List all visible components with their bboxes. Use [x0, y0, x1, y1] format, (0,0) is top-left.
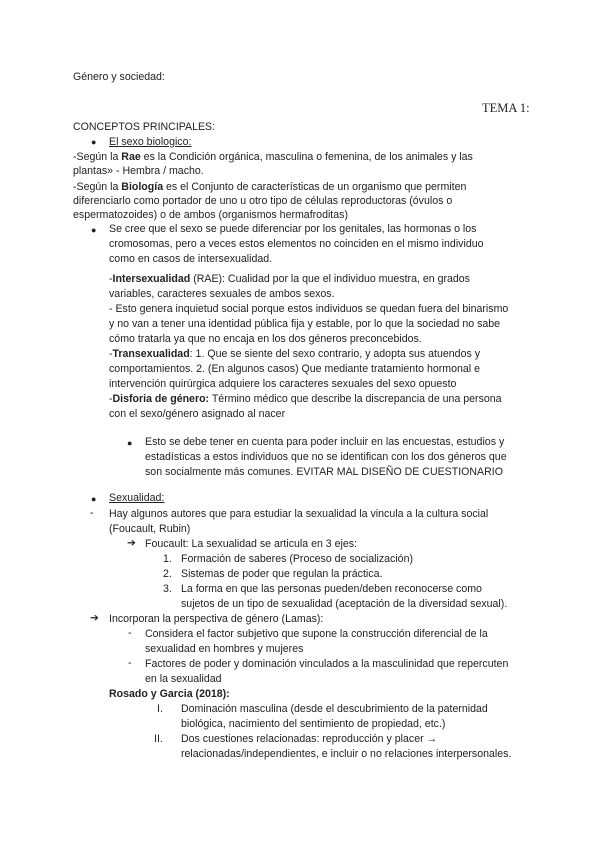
encuestas-text: estadísticas a estos individuos que no se identifican con los dos géneros que [145, 451, 507, 463]
transexualidad-definition-cont: intervención quirúrgica adquiere los caracteres sexuales del sexo opuesto [109, 378, 457, 390]
lamas-item-cont: en la sexualidad [145, 673, 222, 685]
rae-definition: -Según la Rae es la Condición orgánica, masculina o femenina, de los animales y las [73, 151, 473, 163]
rosado-item-cont: biológica, nacimiento del sentimiento de propiedad, etc.) [181, 718, 446, 730]
inquietud-text: cómo tratarla ya que no encaja en los dos géneros preconcebidos. [109, 333, 422, 345]
arrow-icon: ➔ [127, 537, 136, 549]
bullet-icon: ● [91, 494, 97, 504]
topic-label: TEMA 1: [482, 101, 530, 115]
encuestas-text: son socialmente más comunes. EVITAR MAL DISEÑO DE CUESTIONARIO [145, 466, 503, 478]
encuestas-text: Esto se debe tener en cuenta para poder incluir en las encuestas, estudios y [145, 436, 505, 448]
intersexualidad-definition: -Intersexualidad (RAE): Cualidad por la que el individuo muestra, en grados [109, 273, 470, 285]
list-number: 2. [163, 568, 172, 580]
rae-definition-cont: plantas» - Hembra / macho. [73, 165, 204, 177]
inquietud-text: - Esto genera inquietud social porque estos individuos se quedan fuera del binarismo [109, 303, 509, 315]
lamas-item-cont: sexualidad en hombres y mujeres [145, 643, 304, 655]
foucault-intro: Foucault: La sexualidad se articula en 3 ejes: [145, 538, 358, 550]
transexualidad-definition: -Transexualidad: 1. Que se siente del sexo contrario, y adopta sus atuendos y [109, 348, 480, 360]
bullet-icon: ● [127, 438, 133, 448]
sexo-biologico-heading: El sexo biologico: [109, 136, 192, 148]
dash-icon: - [128, 657, 132, 669]
biologia-definition-cont: diferenciarlo como portador de uno u otro tipo de células reproductoras (óvulos o [73, 195, 453, 207]
disforia-definition: -Disforia de género: Término médico que describe la discrepancia de una persona [109, 393, 502, 405]
biologia-definition: -Según la Biología es el Conjunto de características de un organismo que permiten [73, 181, 467, 193]
inquietud-text: y no van a tener una identidad pública fija y estable, por lo que la sociedad no sabe [109, 318, 501, 330]
sexo-bullet-text: Se cree que el sexo se puede diferenciar por los genitales, las hormonas o los [109, 223, 477, 235]
autores-text: Hay algunos autores que para estudiar la sexualidad la vincula a la cultura social [109, 508, 489, 520]
list-number: 3. [163, 583, 172, 595]
foucault-item: Sistemas de poder que regulan la práctica. [181, 568, 383, 580]
lamas-item: Factores de poder y dominación vinculados a la masculinidad que repercuten [145, 658, 509, 670]
rosado-item-cont: relacionadas/independientes, e incluir o no relaciones interpersonales. [181, 748, 512, 760]
foucault-item-cont: sujetos de un tipo de sexualidad (aceptación de la diversidad sexual). [181, 598, 508, 610]
foucault-item: Formación de saberes (Proceso de socialización) [181, 553, 413, 565]
disforia-definition-cont: con el sexo/género asignado al nacer [109, 408, 286, 420]
intersexualidad-definition-cont: variables, caracteres sexuales de ambos sexos. [109, 288, 335, 300]
document-title: Género y sociedad: [73, 71, 165, 83]
list-number: II. [154, 733, 163, 745]
sexo-bullet-text: cromosomas, pero a veces estos elementos no coinciden en el mismo individuo [109, 238, 484, 250]
section-heading: CONCEPTOS PRINCIPALES: [73, 121, 216, 133]
biologia-definition-cont: espermatozoides) o de ambos (organismos hermafroditas) [73, 209, 348, 221]
sexualidad-heading: Sexualidad: [109, 492, 165, 504]
autores-text: (Foucault, Rubin) [109, 523, 191, 535]
transexualidad-definition-cont: comportamientos. 2. (En algunos casos) Que mediante tratamiento hormonal e [109, 363, 480, 375]
lamas-intro: Incorporan la perspectiva de género (Lamas): [109, 613, 324, 625]
dash-icon: - [128, 627, 132, 639]
arrow-icon: ➔ [90, 612, 99, 624]
lamas-item: Considera el factor subjetivo que supone la construcción diferencial de la [145, 628, 488, 640]
list-number: 1. [163, 553, 172, 565]
rosado-item: Dominación masculina (desde el descubrimiento de la paternidad [181, 703, 488, 715]
dash-icon: - [90, 507, 94, 519]
sexo-bullet-text: como en casos de intersexualidad. [109, 253, 273, 265]
rosado-heading: Rosado y Garcia (2018): [109, 688, 230, 700]
bullet-icon: ● [91, 137, 97, 147]
foucault-item: La forma en que las personas pueden/deben reconocerse como [181, 583, 482, 595]
bullet-icon: ● [91, 225, 97, 235]
list-number: I. [157, 703, 163, 715]
rosado-item: Dos cuestiones relacionadas: reproducción y placer → [181, 733, 438, 745]
